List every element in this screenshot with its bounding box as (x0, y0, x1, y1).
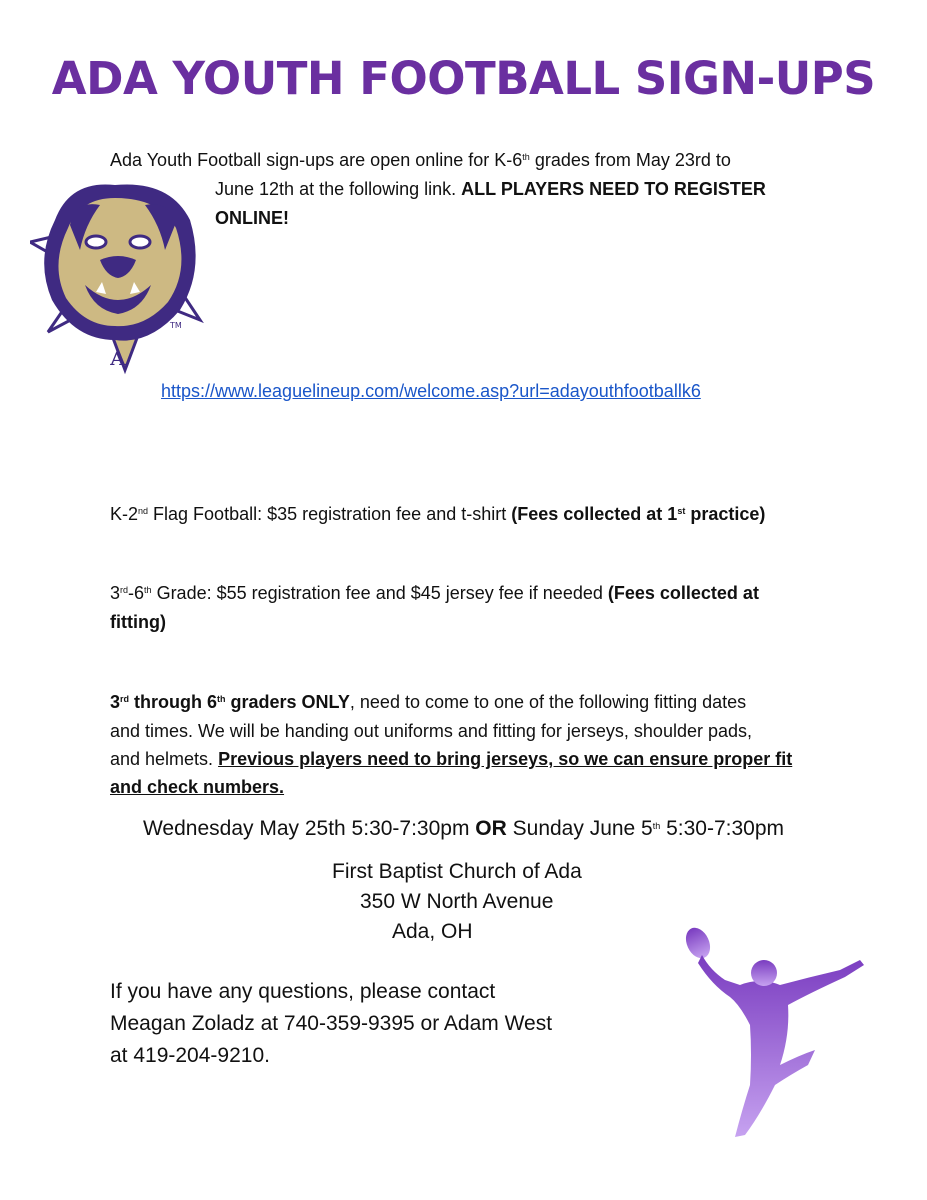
k2-text-b: Flag Football: $35 registration fee and t-shirt (148, 504, 512, 524)
intro-text-c: June 12th at the following link. (215, 179, 462, 199)
intro-text-b: grades from May 23rd to (529, 150, 731, 170)
contact-line-2: Meagan Zoladz at 740-359-9395 or Adam West (110, 1012, 553, 1035)
g36-text-b: -6 (128, 583, 145, 603)
fitting-bold-3: graders ONLY (225, 692, 350, 712)
bulldog-logo (30, 180, 205, 380)
fitting-underline-1: Previous players need to bring jerseys, so we can ensure proper fit (218, 749, 793, 769)
intro-bold-1: ALL PLAYERS NEED TO REGISTER (461, 179, 766, 199)
fitting-sup-2: th (217, 694, 226, 704)
location-city: Ada, OH (392, 920, 473, 943)
intro-line-3: ONLINE! (215, 208, 289, 228)
g36-sup-2: th (144, 585, 152, 595)
k2-sup-2: st (677, 506, 686, 516)
date-1: Wednesday May 25th 5:30-7:30pm (142, 817, 476, 840)
g36-fee-line (110, 579, 759, 608)
g36-sup-1: rd (120, 585, 129, 595)
g36-text-c: Grade: $55 registration fee and $45 jersey fee if needed (151, 583, 608, 603)
g36-fee-line-2: fitting) (110, 612, 166, 632)
k2-text-a: K-2 (110, 504, 139, 524)
date-2-time: 5:30-7:30pm (660, 817, 785, 840)
date-2: Sunday June 5 (506, 817, 653, 840)
fitting-dates (0, 813, 927, 844)
intro-sup: th (522, 152, 530, 162)
intro-line-1 (110, 146, 731, 175)
fitting-text-3: and helmets. (110, 749, 219, 769)
k2-fee-line (110, 500, 765, 529)
fitting-line-3 (110, 745, 792, 774)
location-name: First Baptist Church of Ada (332, 860, 582, 883)
football-player-silhouette (680, 925, 870, 1145)
registration-link[interactable]: https://www.leaguelineup.com/welcome.asp?url=adayouthfootballk6 (161, 381, 701, 401)
svg-text:TM: TM (170, 321, 182, 330)
k2-bold-a: (Fees collected at 1 (511, 504, 678, 524)
intro-line-2 (215, 175, 766, 204)
contact-line-3: at 419-204-9210. (110, 1044, 270, 1067)
g36-bold-1: (Fees collected at (607, 583, 759, 603)
fitting-line-4: and check numbers. (110, 777, 285, 797)
page-title: ADA YOUTH FOOTBALL SIGN-UPS (51, 52, 876, 105)
k2-bold-b: practice) (685, 504, 766, 524)
g36-text-a: 3 (110, 583, 121, 603)
fitting-line-2: and times. We will be handing out uniforms and fitting for jerseys, shoulder pads, (110, 721, 753, 741)
dates-or: OR (475, 817, 507, 840)
fitting-bold-1: 3 (110, 692, 121, 712)
fitting-bold-2: through 6 (129, 692, 218, 712)
contact-line-1: If you have any questions, please contact (110, 980, 496, 1003)
location-street: 350 W North Avenue (360, 890, 554, 913)
logo-letter: A (110, 346, 126, 370)
dates-sup: th (652, 821, 661, 831)
intro-text-a: Ada Youth Football sign-ups are open online for K-6 (110, 150, 523, 170)
fitting-sup-1: rd (120, 694, 130, 704)
k2-sup-1: nd (138, 506, 149, 516)
fitting-line-1 (110, 688, 746, 717)
fitting-text-1: , need to come to one of the following fitting dates (349, 692, 747, 712)
